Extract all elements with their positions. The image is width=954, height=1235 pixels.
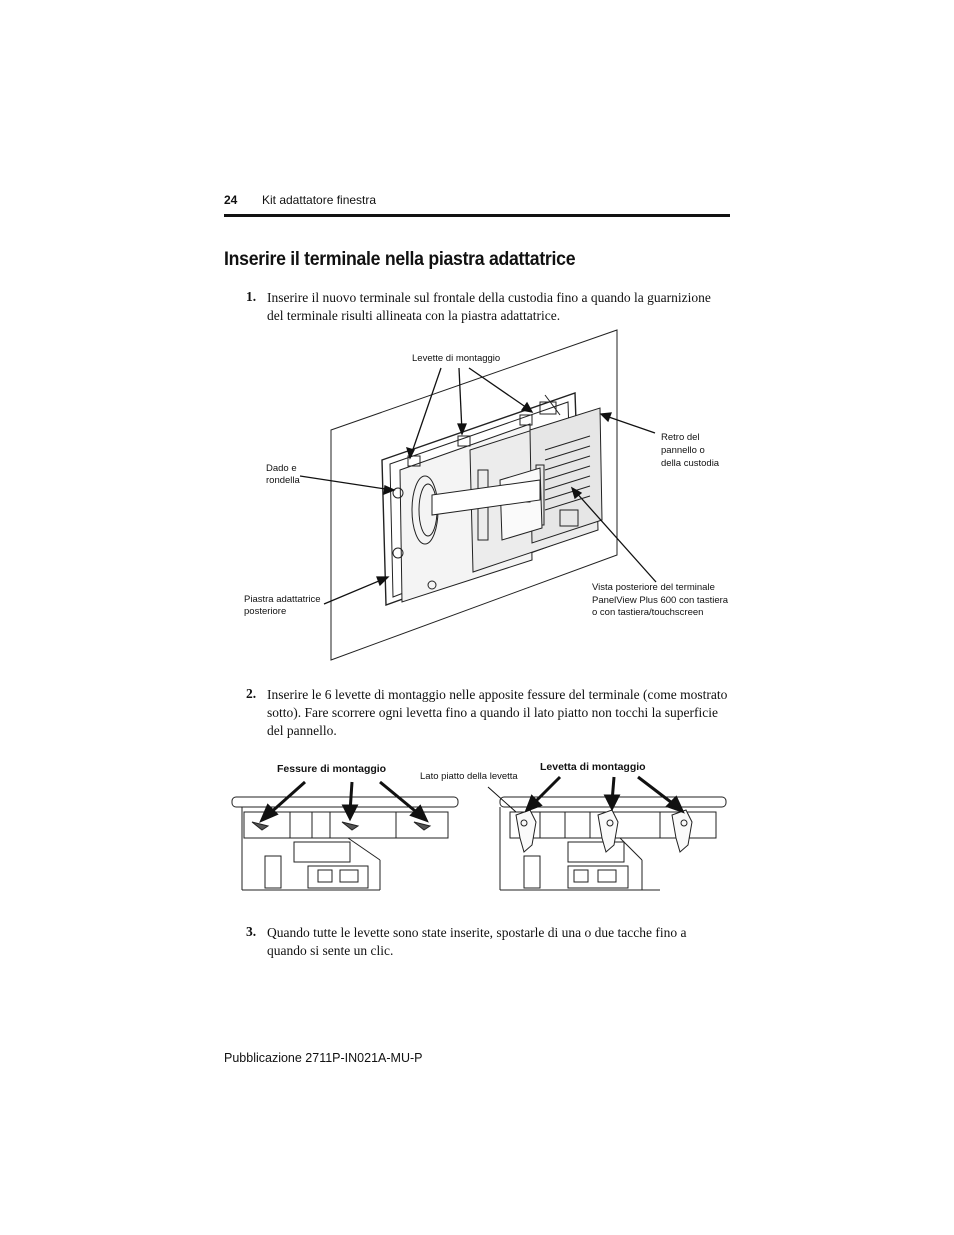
callout-mounting-lever: Levetta di montaggio [540,761,646,773]
lever-3 [672,810,692,852]
callout-rear-view-3: o con tastiera/touchscreen [592,607,704,618]
step-1-text: Inserire il nuovo terminale sul frontale della custodia fino a quando la guarnizione del terminale risulti allineata con la piastra adattatrice. [267,290,711,323]
callout-flat-side: Lato piatto della levetta [420,771,518,782]
step-1-number: 1. [246,289,257,304]
lever-1 [516,810,536,852]
callout-nut-washer-2: rondella [266,475,300,486]
lever-2 [598,810,618,852]
callout-panel-back-1: Retro del [661,432,700,443]
callout-panel-back-3: della custodia [661,458,720,469]
step-3-number: 3. [246,924,257,939]
publication-footer: Pubblicazione 2711P-IN021A-MU-P [224,1051,423,1065]
step-3-text: Quando tutte le levette sono state inserite, spostarle di una o due tacche fino a quando si sente un clic. [267,925,687,958]
running-title: Kit adattatore finestra [262,193,377,207]
callout-adapter-plate-1: Piastra adattatrice [244,594,321,605]
callout-adapter-plate-2: posteriore [244,606,287,617]
callout-nut-washer-1: Dado e [266,463,297,474]
step-2-text: Inserire le 6 levette di montaggio nelle apposite fessure del terminale (come mostrato sotto). Fare scorrere ogni levetta fino a quando il lato piatto non tocchi la superficie del pannello. [267,687,728,738]
callout-rear-view-1: Vista posteriore del terminale [592,582,715,593]
step-2-number: 2. [246,686,257,701]
callout-mounting-slots: Fessure di montaggio [277,763,387,775]
section-title: Inserire il terminale nella piastra adattatrice [224,249,576,270]
page-number: 24 [224,193,238,207]
callout-rear-view-2: PanelView Plus 600 con tastiera [592,595,729,606]
callout-mounting-levers: Levette di montaggio [412,353,501,364]
callout-panel-back-2: pannello o [661,445,705,456]
